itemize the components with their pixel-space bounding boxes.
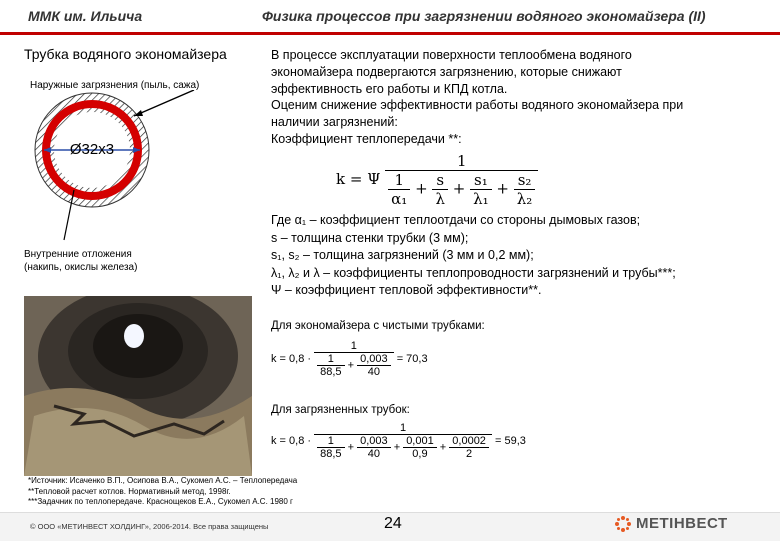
source-line: ***Задачник по теплопередаче. Краснощеков Е.А., Сукомел А.С. 1980 г xyxy=(28,497,293,506)
pipe-photo xyxy=(24,296,252,476)
term-den: λ₂ xyxy=(516,190,533,208)
plus: + xyxy=(393,441,401,454)
formula-k: k = 0,8 · xyxy=(271,434,312,447)
inner-deposits-line-2: (накипь, окислы железа) xyxy=(24,262,138,273)
term-den: 40 xyxy=(367,448,380,460)
term-num: 1 xyxy=(317,435,344,448)
term-den: λ₁ xyxy=(473,190,489,208)
formula-k: k = 0,8 · xyxy=(271,352,312,365)
term-num: s₁ xyxy=(470,171,492,190)
plus: + xyxy=(347,441,355,454)
term-num: 1 xyxy=(388,171,410,190)
term-num: 0,003 xyxy=(357,435,391,448)
intro-line: эффективность его работы и КПД котла. xyxy=(271,81,508,96)
formula-denominator xyxy=(314,435,492,460)
plus: + xyxy=(415,179,428,198)
plus: + xyxy=(496,179,509,198)
intro-line: экономайзера подвергаются загрязнению, которые снижают xyxy=(271,64,622,79)
term-den: 88,5 xyxy=(320,448,342,460)
definition-line: s – толщина стенки трубки (3 мм); xyxy=(271,230,469,245)
copyright: © ООО «МЕТИНВЕСТ ХОЛДИНГ», 2006-2014. Все права защищены xyxy=(30,522,269,531)
clean-formula xyxy=(271,340,428,378)
formula-numerator: 1 xyxy=(385,152,538,171)
term-num: 0,001 xyxy=(403,435,437,448)
term-den: α₁ xyxy=(391,190,408,208)
clean-tubes-label: Для экономайзера с чистыми трубками: xyxy=(271,320,485,332)
formula-psi: Ψ xyxy=(367,170,381,188)
term-den: 88,5 xyxy=(320,366,342,378)
header-divider xyxy=(0,32,780,35)
term-den: 0,9 xyxy=(412,448,428,460)
tube-cross-section-diagram xyxy=(24,90,244,260)
term-num: s xyxy=(432,171,448,190)
source-line: **Тепловой расчет котлов. Нормативный метод, 1998г. xyxy=(28,486,231,496)
formula-result: = 70,3 xyxy=(396,352,428,365)
formula-fraction xyxy=(385,152,538,208)
outer-pointer-line xyxy=(134,90,194,116)
intro-paragraph xyxy=(271,47,751,148)
plus: + xyxy=(452,179,466,198)
variable-definitions xyxy=(271,212,761,300)
term-den: λ xyxy=(435,190,445,208)
formula-fraction xyxy=(314,340,394,378)
company-name: ММК им. Ильича xyxy=(28,8,143,24)
dirty-formula xyxy=(271,422,526,460)
plus: + xyxy=(439,441,447,454)
term-num: 0,003 xyxy=(357,353,391,366)
term-num: s₂ xyxy=(514,171,536,190)
term-den: 40 xyxy=(367,366,380,378)
intro-line: Коэффициент теплопередачи **: xyxy=(271,131,462,146)
intro-line: Оценим снижение эффективности работы водяного экономайзера при xyxy=(271,98,684,113)
sources-footnotes xyxy=(28,476,297,508)
formula-k: k = xyxy=(336,170,363,188)
outer-dirt-label: Наружные загрязнения (пыль, сажа) xyxy=(30,80,200,91)
inner-deposits-line-1: Внутренние отложения xyxy=(24,249,132,260)
term-num: 0,0002 xyxy=(449,435,489,448)
diameter-label: Ø32x3 xyxy=(69,141,115,158)
definition-line: s₁, s₂ – толщина загрязнений (3 мм и 0,2 мм); xyxy=(271,248,534,262)
heat-transfer-formula xyxy=(336,152,538,208)
intro-line: наличии загрязнений: xyxy=(271,115,398,130)
formula-numerator: 1 xyxy=(314,422,492,435)
page-number: 24 xyxy=(384,515,402,532)
plus: + xyxy=(347,359,355,372)
definition-line: λ₁, λ₂ и λ – коэффициенты теплопроводности загрязнений и трубы***; xyxy=(271,265,676,280)
page-title: Физика процессов при загрязнении водяного экономайзера (II) xyxy=(262,8,706,24)
formula-fraction xyxy=(314,422,492,460)
metinvest-logo: МЕТІНВЕСТ xyxy=(636,515,728,532)
formula-numerator: 1 xyxy=(314,340,394,353)
definition-line: Где α₁ – коэффициент теплоотдачи со стороны дымовых газов; xyxy=(271,213,641,227)
tube-title: Трубка водяного экономайзера xyxy=(24,46,227,62)
term-num: 1 xyxy=(317,353,344,366)
term-den: 2 xyxy=(466,448,473,460)
dirty-tubes-label: Для загрязненных трубок: xyxy=(271,404,410,416)
definition-line: Ψ – коэффициент тепловой эффективности**. xyxy=(271,283,542,297)
formula-result: = 59,3 xyxy=(495,434,526,447)
intro-line: В процессе эксплуатации поверхности теплообмена водяного xyxy=(271,48,632,62)
source-line: *Источник: Исаченко В.П., Осипова В.А., Сукомел А.С. – Теплопередача xyxy=(28,476,298,485)
metinvest-logo-icon xyxy=(614,515,632,533)
formula-denominator xyxy=(314,353,394,378)
inner-deposits-label xyxy=(24,248,137,274)
formula-denominator xyxy=(385,171,538,208)
